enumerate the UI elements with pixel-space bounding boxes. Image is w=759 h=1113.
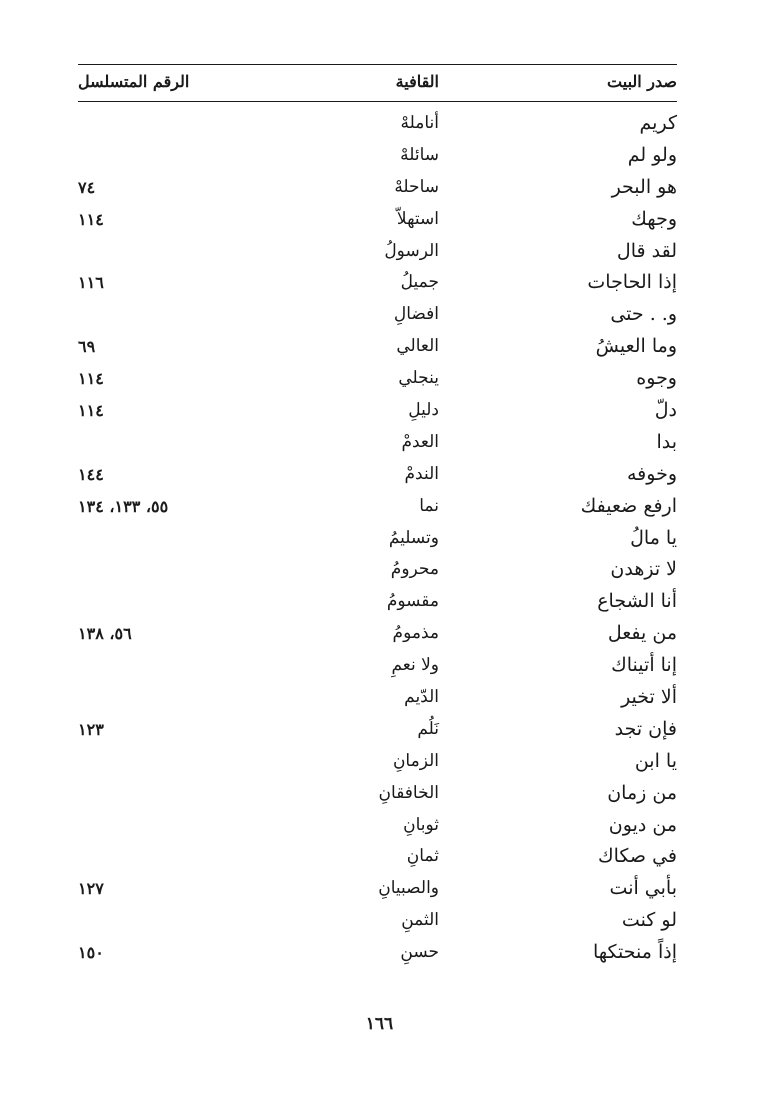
rhyme-cell: دليلِ bbox=[408, 400, 439, 421]
verse-start-cell: وما العيشُ bbox=[595, 335, 677, 358]
rhyme-cell: نَلُم bbox=[417, 718, 439, 739]
table-row bbox=[78, 937, 677, 969]
rhyme-cell: ثوبانِ bbox=[403, 814, 439, 835]
rhyme-cell: استهلاّ bbox=[396, 208, 439, 229]
rhyme-cell: افضالِ bbox=[393, 304, 439, 325]
table-row bbox=[78, 873, 677, 905]
serial-number-cell: ١١٤ bbox=[78, 369, 104, 389]
rhyme-cell: مذمومُ bbox=[392, 623, 439, 644]
verse-start-cell: و. . حتى bbox=[610, 303, 677, 326]
table-header-rule bbox=[78, 101, 677, 102]
table-row bbox=[78, 395, 677, 427]
table-row bbox=[78, 714, 677, 746]
table-row bbox=[78, 650, 677, 682]
serial-number-cell: ٥٥، ١٣٣، ١٣٤ bbox=[78, 496, 169, 516]
table-row bbox=[78, 586, 677, 618]
verse-start-cell: من يفعل bbox=[607, 622, 677, 645]
rhyme-cell: نما bbox=[419, 495, 439, 516]
verse-start-cell: ولو لم bbox=[627, 143, 677, 166]
rhyme-cell: مقسومُ bbox=[386, 591, 439, 612]
table-row bbox=[78, 778, 677, 810]
rhyme-cell: العدمْ bbox=[401, 431, 439, 452]
table-row bbox=[78, 267, 677, 299]
serial-number-cell: ١٢٧ bbox=[78, 879, 104, 899]
table-row bbox=[78, 841, 677, 873]
verse-start-cell: ارفع ضعيفك bbox=[580, 494, 677, 517]
verse-start-cell: وخوفه bbox=[626, 462, 677, 485]
rhyme-cell: ثمانِ bbox=[406, 846, 439, 867]
rhyme-cell: ولا نعمِ bbox=[391, 655, 439, 676]
verse-start-cell: هو البحر bbox=[611, 175, 677, 198]
serial-number-cell: ١١٦ bbox=[78, 273, 104, 293]
table-row bbox=[78, 299, 677, 331]
verse-start-cell: في صكاك bbox=[597, 845, 677, 868]
verse-start-cell: لقد قال bbox=[616, 239, 677, 262]
rhyme-cell: سائلهْ bbox=[400, 144, 439, 165]
table-row bbox=[78, 236, 677, 268]
verse-start-cell: دلّ bbox=[654, 399, 677, 422]
rhyme-cell: حسنِ bbox=[400, 942, 439, 963]
verse-start-cell: إذا الحاجات bbox=[587, 271, 677, 294]
rhyme-cell: محرومُ bbox=[390, 559, 439, 580]
page-number: ١٦٦ bbox=[365, 1014, 394, 1034]
header-rhyme: القافية bbox=[395, 72, 439, 91]
verse-start-cell: يا مالُ bbox=[630, 526, 677, 549]
table-row bbox=[78, 746, 677, 778]
header-serial-number: الرقم المتسلسل bbox=[78, 72, 190, 91]
rhyme-cell: الندمْ bbox=[404, 463, 439, 484]
verse-start-cell: ألا تخير bbox=[621, 686, 677, 709]
verse-start-cell: بدا bbox=[656, 430, 677, 453]
verse-start-cell: وجوه bbox=[636, 367, 677, 390]
serial-number-cell: ١٢٣ bbox=[78, 719, 104, 739]
verse-start-cell: كريم bbox=[639, 112, 677, 134]
table-row bbox=[78, 523, 677, 555]
verse-start-cell: إنا أتيناك bbox=[611, 654, 677, 677]
rhyme-cell: ينجلي bbox=[398, 368, 439, 389]
table-row bbox=[78, 204, 677, 236]
verse-start-cell: من زمان bbox=[607, 781, 677, 804]
serial-number-cell: ٥٦، ١٣٨ bbox=[78, 624, 132, 644]
table-row bbox=[78, 905, 677, 937]
rhyme-cell: الخافقانِ bbox=[378, 782, 439, 803]
rhyme-cell: الزمانِ bbox=[392, 750, 439, 771]
rhyme-cell: الرسولُ bbox=[384, 240, 439, 261]
table-header bbox=[78, 67, 677, 97]
table-row bbox=[78, 140, 677, 172]
verse-start-cell: لا تزهدن bbox=[610, 558, 677, 581]
verse-start-cell: فإن تجد bbox=[614, 717, 677, 740]
table-row bbox=[78, 172, 677, 204]
serial-number-cell: ١٥٠ bbox=[78, 943, 104, 963]
rhyme-cell: ساحلهْ bbox=[394, 176, 439, 197]
serial-number-cell: ٧٤ bbox=[78, 177, 96, 197]
table-row bbox=[78, 363, 677, 395]
table-row bbox=[78, 108, 677, 140]
verse-start-cell: وجهك bbox=[631, 207, 677, 230]
rhyme-cell: العالي bbox=[396, 336, 439, 357]
serial-number-cell: ١١٤ bbox=[78, 401, 104, 421]
rhyme-cell: الثمنِ bbox=[401, 910, 439, 931]
verse-start-cell: يا ابن bbox=[634, 749, 677, 772]
verse-start-cell: إذاً منحتكها bbox=[592, 941, 677, 964]
rhyme-cell: والصبيانِ bbox=[378, 878, 439, 899]
table-body bbox=[78, 108, 677, 969]
header-verse-start: صدر البيت bbox=[607, 72, 677, 91]
verse-start-cell: بأبي أنت bbox=[609, 877, 677, 900]
serial-number-cell: ٦٩ bbox=[78, 337, 96, 357]
table-row bbox=[78, 427, 677, 459]
rhyme-cell: أناملهْ bbox=[400, 113, 439, 133]
serial-number-cell: ١٤٤ bbox=[78, 464, 104, 484]
table-row bbox=[78, 331, 677, 363]
table-row bbox=[78, 554, 677, 586]
rhyme-cell: وتسليمُ bbox=[388, 527, 439, 548]
table-row bbox=[78, 618, 677, 650]
table-top-rule bbox=[78, 64, 677, 65]
verse-start-cell: أنا الشجاع bbox=[597, 590, 677, 613]
table-row bbox=[78, 682, 677, 714]
verse-start-cell: لو كنت bbox=[621, 909, 677, 932]
verse-start-cell: من ديون bbox=[608, 813, 677, 836]
rhyme-cell: جميلُ bbox=[400, 272, 439, 293]
table-row bbox=[78, 491, 677, 523]
table-row bbox=[78, 810, 677, 842]
rhyme-cell: الدّيم bbox=[404, 687, 439, 708]
serial-number-cell: ١١٤ bbox=[78, 209, 104, 229]
table-row bbox=[78, 459, 677, 491]
